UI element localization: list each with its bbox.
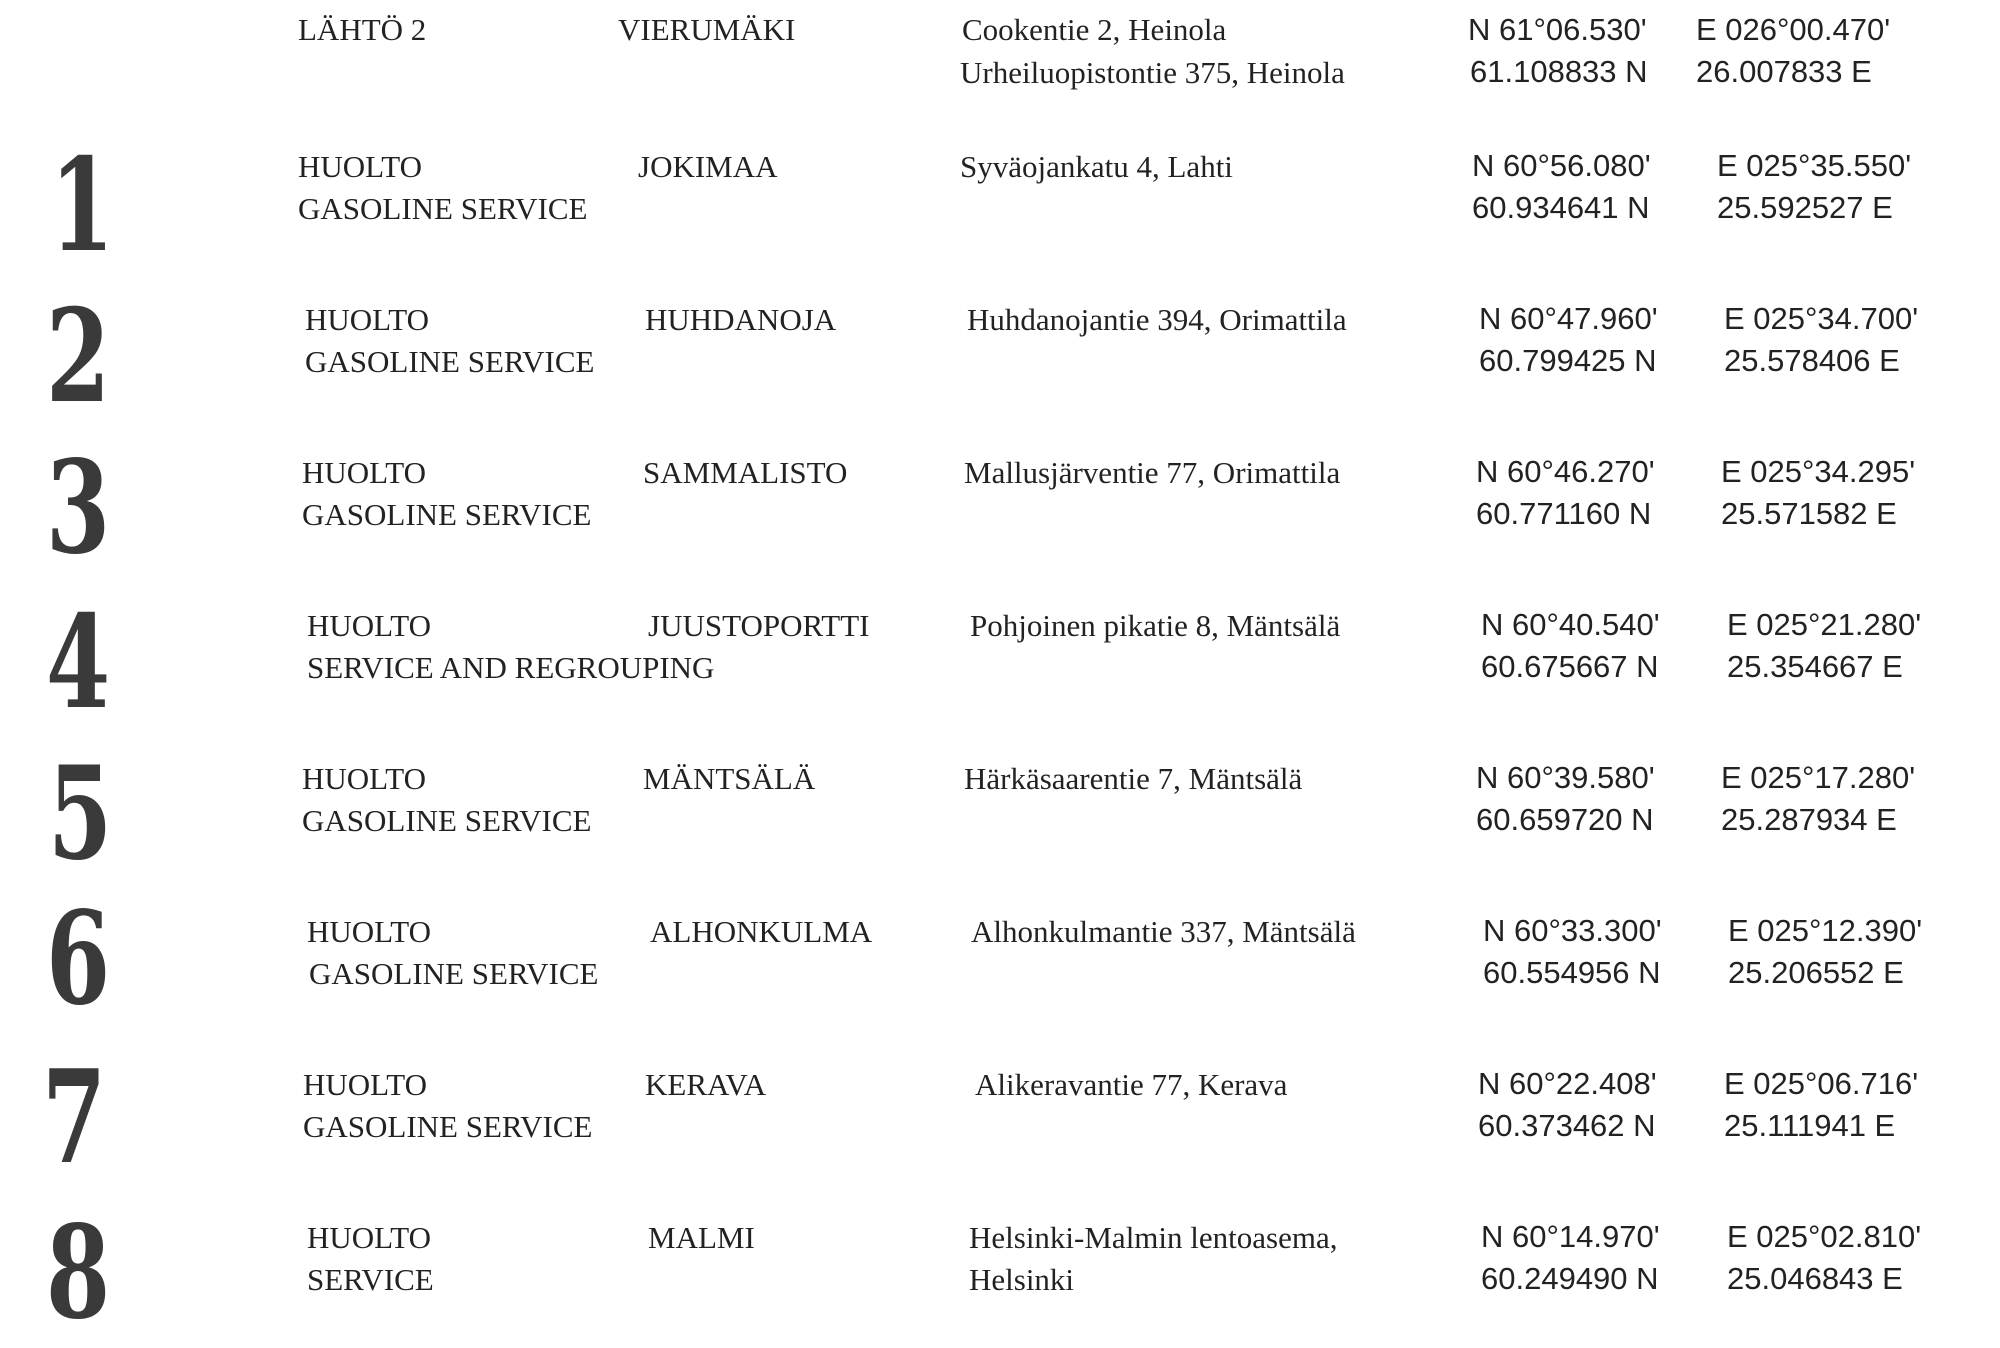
checkpoint-address-line1: Alikeravantie 77, Kerava <box>975 1067 1288 1102</box>
start-lon-dm: E 026°00.470' <box>1696 12 1891 47</box>
checkpoint-lon-dd: 25.592527 E <box>1717 190 1893 225</box>
checkpoint-lon-dm: E 025°02.810' <box>1727 1219 1922 1254</box>
checkpoint-number-1: 1 <box>50 131 115 281</box>
checkpoint-place: MALMI <box>648 1220 755 1255</box>
checkpoint-service: GASOLINE SERVICE <box>305 344 595 379</box>
checkpoint-number-3: 3 <box>46 433 111 583</box>
checkpoint-number-7: 7 <box>42 1043 107 1193</box>
checkpoint-service: GASOLINE SERVICE <box>303 1109 593 1144</box>
checkpoint-number-8: 8 <box>46 1198 111 1348</box>
checkpoint-place: JUUSTOPORTTI <box>648 608 870 643</box>
checkpoint-type: HUOLTO <box>303 1067 428 1102</box>
checkpoint-lon-dm: E 025°34.700' <box>1724 301 1919 336</box>
checkpoint-place: KERAVA <box>645 1067 767 1102</box>
checkpoint-service: SERVICE <box>307 1262 434 1297</box>
checkpoint-address-line1: Mallusjärventie 77, Orimattila <box>964 455 1341 490</box>
checkpoint-number-5: 5 <box>48 739 113 889</box>
checkpoint-lat-dd: 60.249490 N <box>1481 1261 1659 1296</box>
checkpoint-lat-dd: 60.771160 N <box>1476 496 1652 531</box>
checkpoint-lon-dd: 25.111941 E <box>1724 1108 1896 1143</box>
checkpoint-address-line1: Huhdanojantie 394, Orimattila <box>967 302 1347 337</box>
checkpoint-row-2 <box>0 271 2000 432</box>
start-address-line2: Urheiluopistontie 375, Heinola <box>960 55 1345 90</box>
checkpoint-lon-dd: 25.571582 E <box>1721 496 1897 531</box>
checkpoint-row-4 <box>0 577 2000 738</box>
checkpoint-lon-dm: E 025°12.390' <box>1728 913 1923 948</box>
checkpoint-lon-dm: E 025°21.280' <box>1727 607 1922 642</box>
checkpoint-row-8 <box>0 1189 2000 1348</box>
checkpoint-place: JOKIMAA <box>638 149 778 184</box>
checkpoint-address-line1: Syväojankatu 4, Lahti <box>960 149 1233 184</box>
checkpoint-type: HUOLTO <box>307 608 432 643</box>
checkpoint-lon-dd: 25.354667 E <box>1727 649 1903 684</box>
checkpoint-lon-dm: E 025°34.295' <box>1721 454 1916 489</box>
checkpoint-address-line1: Helsinki-Malmin lentoasema, <box>969 1220 1338 1255</box>
checkpoint-type: HUOLTO <box>298 149 423 184</box>
checkpoint-type: HUOLTO <box>302 761 427 796</box>
checkpoint-lat-dd: 60.554956 N <box>1483 955 1661 990</box>
checkpoint-row-7 <box>0 1036 2000 1193</box>
checkpoint-row-6 <box>0 883 2000 1033</box>
checkpoint-type: HUOLTO <box>302 455 427 490</box>
checkpoint-address-line2: Helsinki <box>969 1262 1075 1297</box>
checkpoint-lon-dm: E 025°35.550' <box>1717 148 1912 183</box>
checkpoint-lat-dm: N 60°46.270' <box>1476 454 1655 489</box>
checkpoint-address-line1: Pohjoinen pikatie 8, Mäntsälä <box>970 608 1341 643</box>
checkpoint-lat-dm: N 60°14.970' <box>1481 1219 1660 1254</box>
checkpoint-service: SERVICE AND REGROUPING <box>307 650 715 685</box>
checkpoint-service: GASOLINE SERVICE <box>302 497 592 532</box>
start-row <box>0 0 2000 110</box>
checkpoint-lat-dm: N 60°39.580' <box>1476 760 1655 795</box>
checkpoint-row-1 <box>0 118 2000 281</box>
checkpoint-lat-dm: N 60°40.540' <box>1481 607 1660 642</box>
checkpoint-lon-dm: E 025°06.716' <box>1724 1066 1919 1101</box>
checkpoint-lat-dm: N 60°56.080' <box>1472 148 1651 183</box>
start-lat-dd: 61.108833 N <box>1470 54 1648 89</box>
checkpoint-lat-dd: 60.934641 N <box>1472 190 1650 225</box>
checkpoint-lat-dm: N 60°33.300' <box>1483 913 1662 948</box>
checkpoint-place: ALHONKULMA <box>650 914 873 949</box>
checkpoint-number-4: 4 <box>46 588 111 738</box>
checkpoint-lat-dd: 60.799425 N <box>1479 343 1657 378</box>
checkpoint-lon-dd: 25.578406 E <box>1724 343 1900 378</box>
start-address-line1: Cookentie 2, Heinola <box>962 12 1227 47</box>
checkpoint-place: MÄNTSÄLÄ <box>643 761 816 796</box>
checkpoint-type: HUOLTO <box>307 914 432 949</box>
checkpoint-lat-dd: 60.659720 N <box>1476 802 1654 837</box>
checkpoint-lat-dd: 60.373462 N <box>1478 1108 1656 1143</box>
checkpoint-place: SAMMALISTO <box>643 455 848 490</box>
checkpoint-lat-dm: N 60°22.408' <box>1478 1066 1657 1101</box>
checkpoint-type: HUOLTO <box>305 302 430 337</box>
start-lon-dd: 26.007833 E <box>1696 54 1872 89</box>
start-place: VIERUMÄKI <box>618 12 796 47</box>
checkpoint-type: HUOLTO <box>307 1220 432 1255</box>
checkpoint-service: GASOLINE SERVICE <box>298 191 588 226</box>
checkpoint-lon-dd: 25.287934 E <box>1721 802 1897 837</box>
start-lat-dm: N 61°06.530' <box>1468 12 1647 47</box>
checkpoint-row-3 <box>0 424 2000 583</box>
checkpoint-number-2: 2 <box>46 282 111 432</box>
checkpoint-service: GASOLINE SERVICE <box>309 956 599 991</box>
checkpoint-service: GASOLINE SERVICE <box>302 803 592 838</box>
checkpoint-address-line1: Härkäsaarentie 7, Mäntsälä <box>964 761 1303 796</box>
checkpoint-address-line1: Alhonkulmantie 337, Mäntsälä <box>971 914 1356 949</box>
checkpoint-number-6: 6 <box>46 884 111 1034</box>
start-label: LÄHTÖ 2 <box>298 12 427 47</box>
checkpoint-lon-dm: E 025°17.280' <box>1721 760 1916 795</box>
checkpoint-place: HUHDANOJA <box>645 302 837 337</box>
checkpoint-lat-dd: 60.675667 N <box>1481 649 1659 684</box>
checkpoint-lat-dm: N 60°47.960' <box>1479 301 1658 336</box>
checkpoint-row-5 <box>0 730 2000 889</box>
checkpoint-lon-dd: 25.206552 E <box>1728 955 1904 990</box>
checkpoint-lon-dd: 25.046843 E <box>1727 1261 1903 1296</box>
